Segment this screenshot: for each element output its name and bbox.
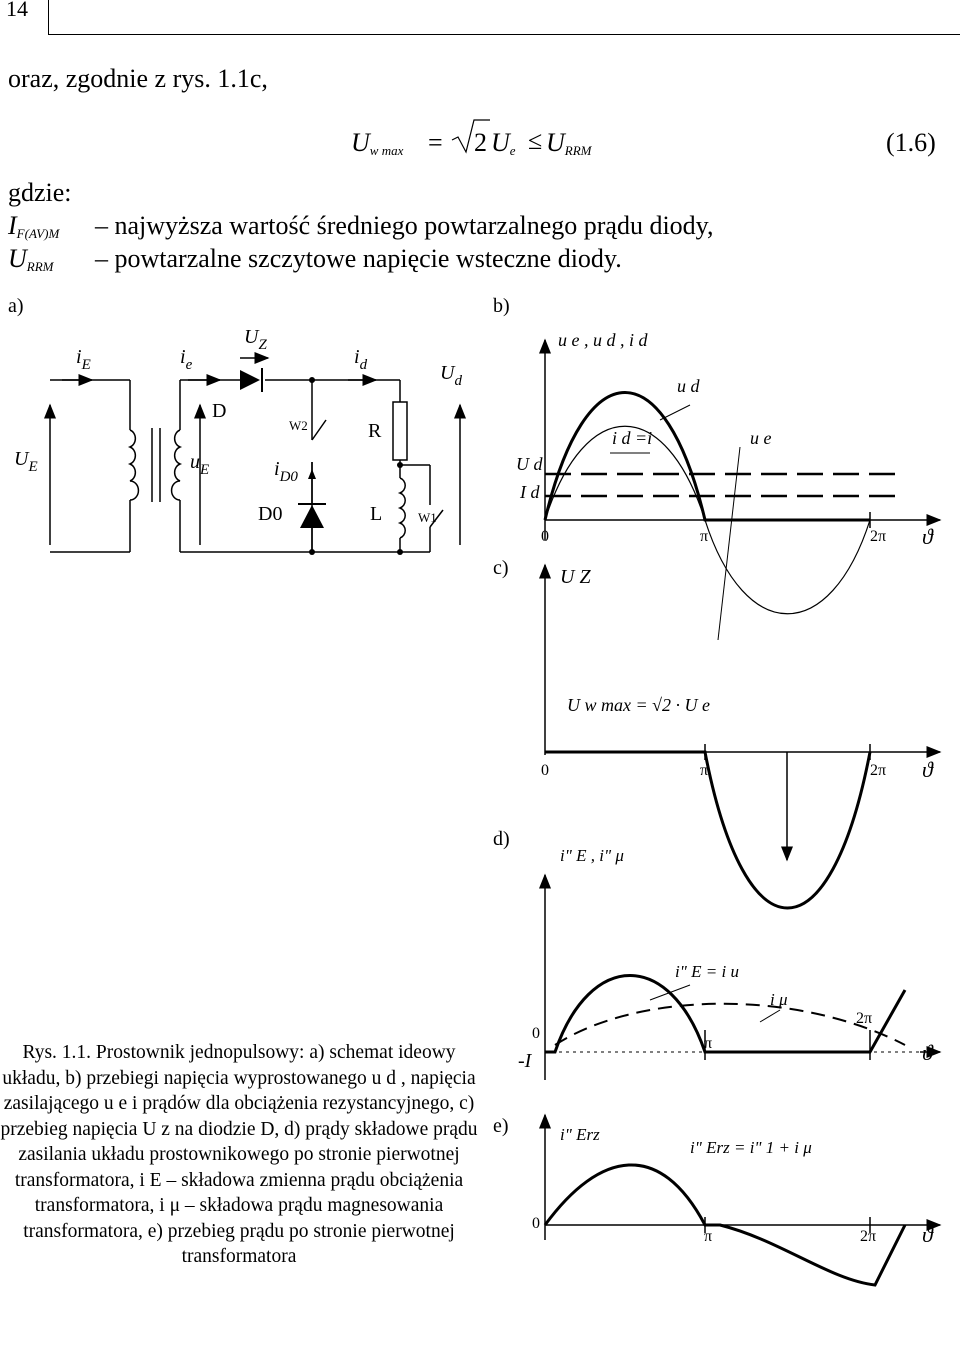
label-UE: $U_E$: [14, 448, 38, 475]
b-tick-0: 0: [541, 528, 549, 545]
where-label: gdzie:: [8, 178, 72, 207]
b-label-ue: u e: [750, 428, 772, 448]
c-tick-pi: π: [700, 762, 709, 779]
figure-caption: Rys. 1.1. Prostownik jednopulsowy: a) schemat ideowy układu, b) przebiegi napięcia wyprostowanego u d , napięcia zasilającego u e i prądów dla obciążenia rezystancyjnego, c) przebieg napięcia U z na diodzie D, d) prądy składowe prądu zasilania układu prostownikowego po stronie pierwotnej transformatora, i E – składowa zmienna prądu obciążenia transformatora, i μ – składowa prądu magnesowania transformatora, e) przebieg prądu po stronie pierwotnej transformatora: [0, 1042, 478, 1267]
definition-symbol-1: IF(AV)M: [8, 211, 60, 241]
b-label-Id: I d: [520, 482, 540, 502]
e-tick-2pi: 2π: [860, 1228, 877, 1245]
c-axis-title: U Z: [560, 566, 591, 588]
equation-rhs2: URRM: [546, 128, 592, 158]
b-axis-title: u e , u d , i d: [558, 330, 648, 350]
equation-le: ≤: [528, 126, 543, 155]
label-id: $i_d$: [354, 346, 368, 373]
definition-text-1: – najwyższa wartość średniego powtarzalnego prądu diody,: [95, 211, 714, 240]
b-tick-2pi: 2π: [870, 528, 887, 545]
d-tick-0: 0: [532, 1025, 540, 1042]
intro-text: oraz, zgodnie z rys. 1.1c,: [8, 64, 268, 93]
label-uE: $u_E$: [190, 451, 210, 478]
page-number: 14: [6, 0, 28, 21]
d-axis-theta: ϑ: [922, 1040, 933, 1065]
e-tick-0: 0: [532, 1215, 540, 1232]
waveform-d: [545, 875, 940, 1080]
label-iD0: $i_{D0}$: [274, 458, 298, 485]
e-axis-theta: ϑ: [922, 1222, 933, 1247]
label-ie: $i_e$: [180, 346, 193, 373]
label-L: L: [370, 503, 383, 525]
c-tick-0: 0: [541, 762, 549, 779]
panel-label-c: c): [493, 557, 509, 579]
equation-lhs: Uw max: [351, 128, 404, 158]
equation-sqrt-arg: 2: [474, 128, 487, 157]
e-tick-pi: π: [704, 1228, 713, 1245]
d-axis-title: i" E , i" μ: [560, 846, 624, 865]
circuit-schematic: [50, 380, 443, 552]
label-W1: W1: [418, 510, 437, 525]
c-tick-2pi: 2π: [870, 762, 887, 779]
label-Ud: $U_d$: [440, 362, 462, 389]
equation-number: (1.6): [886, 128, 936, 157]
panel-label-e: e): [493, 1115, 509, 1137]
label-iE: $i_E$: [76, 346, 91, 373]
c-axis-theta: ϑ: [922, 757, 933, 782]
b-tick-pi: π: [700, 528, 709, 545]
d-label-imu: i μ: [770, 990, 788, 1009]
d-label-minusI: -I: [518, 1050, 532, 1072]
waveform-b: [545, 340, 940, 640]
label-UZ: $U_Z$: [244, 326, 267, 353]
d-label-iE-eq-iu: i" E = i u: [675, 962, 739, 981]
b-label-id-eq-i: i d =i: [612, 428, 653, 448]
equation-rhs: Ue: [491, 128, 516, 158]
equation-equals: =: [428, 128, 443, 157]
panel-label-b: b): [493, 295, 510, 317]
panel-label-a: a): [8, 295, 24, 317]
e-axis-title: i" Erz: [560, 1125, 600, 1144]
definition-symbol-2: URRM: [8, 244, 54, 274]
definition-text-2: – powtarzalne szczytowe napięcie wsteczne diody.: [95, 244, 622, 273]
label-D0: D0: [258, 503, 283, 525]
d-tick-2pi: 2π: [856, 1010, 873, 1027]
label-D: D: [212, 400, 227, 422]
d-tick-pi: π: [704, 1035, 713, 1052]
b-label-Ud: U d: [516, 454, 543, 474]
b-label-ud: u d: [677, 376, 700, 396]
label-R: R: [368, 420, 382, 442]
label-W2: W2: [289, 418, 308, 433]
panel-label-d: d): [493, 828, 510, 850]
e-label-sum: i" Erz = i" 1 + i μ: [690, 1138, 812, 1157]
b-axis-theta: ϑ: [922, 524, 933, 549]
c-label-uwmax: U w max = √2 · U e: [567, 695, 711, 715]
